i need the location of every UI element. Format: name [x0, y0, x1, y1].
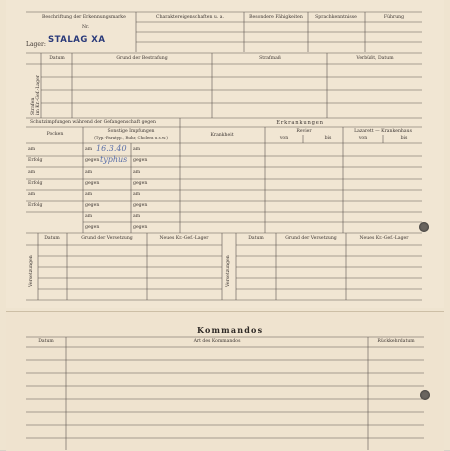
- pocken-row-label: am: [28, 147, 36, 152]
- sonstige-row-label: am: [85, 170, 93, 175]
- handwritten-date: 16.3.40: [96, 144, 127, 153]
- versetzungen-col-datum: Datum: [44, 236, 60, 241]
- sonstige-impfungen-label: Sonstige Impfungen: [107, 129, 155, 134]
- sonstige-right-label: gegen: [133, 203, 148, 208]
- sonstige-right-label: gegen: [133, 181, 148, 186]
- versetzungen-side-label-right: Versetzungen: [226, 255, 231, 287]
- sonstige-row-label: gegen: [85, 225, 100, 230]
- erkennungsmarke-label: Beschriftung der Erkennungsmarke: [42, 15, 126, 20]
- sonstige-right-label: gegen: [133, 225, 148, 230]
- sonstige-right-label: am: [133, 147, 141, 152]
- revier-bis-label: bis: [324, 136, 332, 141]
- krankheit-label: Krankheit: [210, 133, 234, 138]
- fuehrung-label: Führung: [383, 15, 405, 20]
- pocken-row-label: Erfolg: [28, 181, 43, 186]
- sonstige-row-label: am: [85, 192, 93, 197]
- versetzungen-side-label-left: Versetzungen: [29, 255, 34, 287]
- versetzungen-col-grund: Grund der Versetzung: [81, 236, 133, 241]
- sonstige-row-label: gegen: [85, 181, 100, 186]
- charakter-label: Charaktereigenschaften u. a.: [156, 15, 224, 20]
- versetzungen-col-neues-lager: Neues Kr.-Gef.-Lager: [159, 236, 209, 241]
- strafen-col-datum: Datum: [49, 56, 65, 61]
- sprachkenntnisse-label: Sprachkenntnisse: [315, 15, 357, 20]
- sonstige-impfungen-sub: (Typ.-Paratyp., Ruhr, Cholera u.s.w.): [94, 135, 168, 140]
- pocken-row-label: Erfolg: [28, 203, 43, 208]
- pocken-row-label: Erfolg: [28, 158, 43, 163]
- revier-von-label: von: [279, 136, 289, 141]
- nr-label: Nr.: [82, 25, 90, 30]
- lager-label: Lager:: [26, 41, 46, 48]
- strafen-col-verbuesst: Verbüßt, Datum: [356, 56, 394, 61]
- strafen-col-grund: Grund der Bestrafung: [116, 56, 168, 61]
- revier-label: Revier: [296, 129, 312, 134]
- lazarett-label: Lazarett — Krankenhaus: [354, 129, 412, 134]
- sonstige-row-label: gegen: [85, 203, 100, 208]
- sonstige-row-label: gegen: [85, 158, 100, 163]
- sonstige-row-label: am: [85, 147, 93, 152]
- versetzungen-col-datum-2: Datum: [248, 236, 264, 241]
- lager-stamp: STALAG XA: [48, 35, 106, 45]
- erkrankungen-title: Erkrankungen: [276, 120, 324, 126]
- lazarett-von-label: von: [358, 136, 368, 141]
- versetzungen-col-grund-2: Grund der Versetzung: [285, 236, 337, 241]
- pocken-row-label: am: [28, 170, 36, 175]
- kommandos-title: Kommandos: [197, 325, 264, 335]
- strafen-side-label: Strafen im Kr.-Gef.-Lager: [31, 74, 41, 115]
- kommandos-col-rueckkehr: Rückkehrdatum: [377, 339, 415, 344]
- handwritten-typhus: typhus: [100, 155, 128, 164]
- sonstige-right-label: am: [133, 192, 141, 197]
- kommandos-col-datum: Datum: [38, 339, 54, 344]
- pocken-label: Pocken: [46, 132, 64, 137]
- strafen-col-strafmass: Strafmaß: [259, 56, 281, 61]
- faehigkeiten-label: Besondere Fähigkeiten: [249, 15, 303, 20]
- schutzimpfungen-title: Schutzimpfungen während der Gefangenschaft gegen: [30, 120, 156, 125]
- sonstige-right-label: am: [133, 170, 141, 175]
- pocken-row-label: am: [28, 192, 36, 197]
- kommandos-col-art: Art des Kommandos: [193, 339, 241, 344]
- sonstige-row-label: am: [85, 214, 93, 219]
- sonstige-right-label: gegen: [133, 158, 148, 163]
- sonstige-right-label: am: [133, 214, 141, 219]
- versetzungen-col-neues-lager-2: Neues Kr.-Gef.-Lager: [359, 236, 409, 241]
- lazarett-bis-label: bis: [400, 136, 408, 141]
